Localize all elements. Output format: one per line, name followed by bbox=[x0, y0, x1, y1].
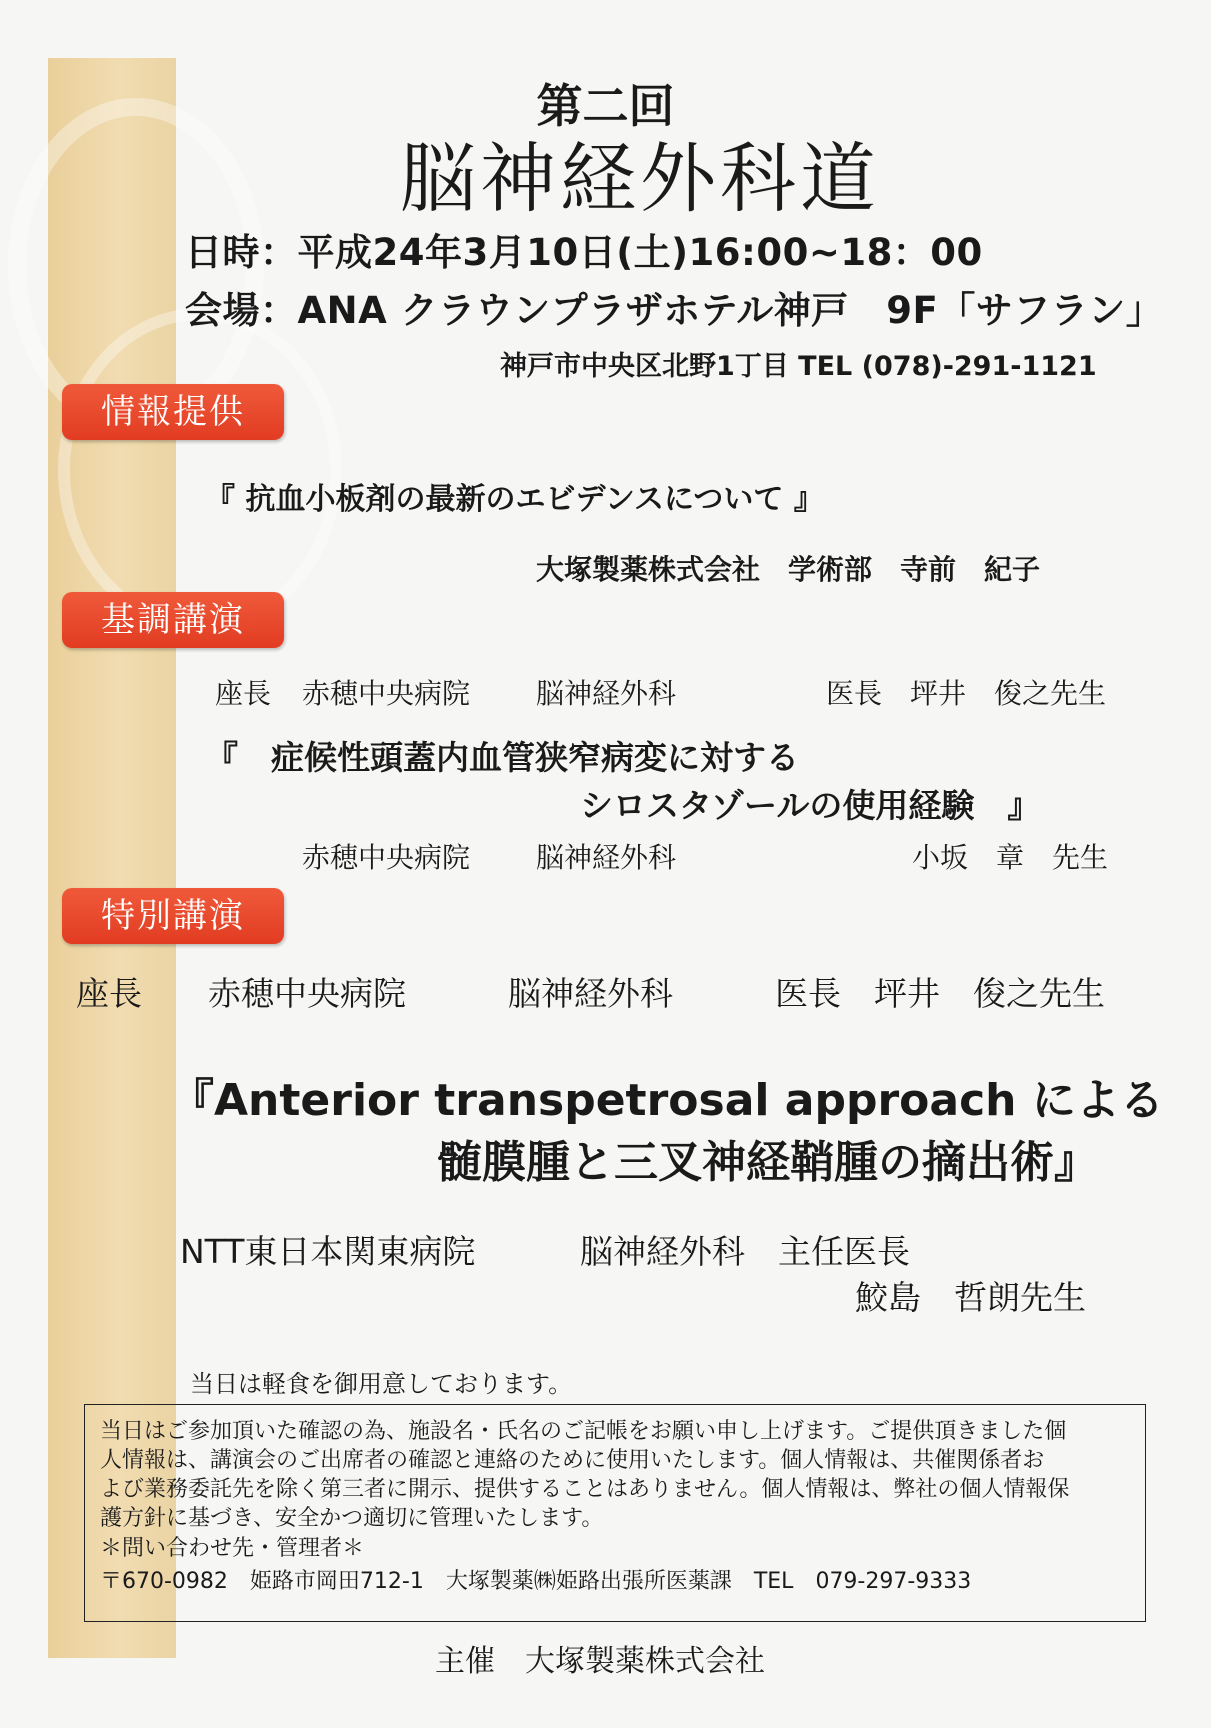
section-badge-keynote: 基調講演 bbox=[62, 592, 284, 648]
keynote-title-line2: シロスタゾールの使用経験 』 bbox=[580, 786, 1041, 825]
section-badge-info: 情報提供 bbox=[62, 384, 284, 440]
section-badge-special: 特別講演 bbox=[62, 888, 284, 944]
info-talk-title: 『 抗血小板剤の最新のエビデンスについて 』 bbox=[205, 482, 824, 517]
special-chair-label: 座長 bbox=[76, 974, 142, 1013]
keynote-speaker-dept: 脳神経外科 bbox=[536, 841, 677, 874]
special-speaker-dept: 脳神経外科 主任医長 bbox=[580, 1232, 910, 1271]
venue-address: 神戸市中央区北野1丁目 TEL (078)-291-1121 bbox=[500, 351, 1097, 382]
edition-label: 第二回 bbox=[536, 79, 675, 133]
keynote-title-line1: 『 症候性頭蓋内血管狭窄病変に対する bbox=[205, 738, 799, 777]
notice-line: 人情報は、講演会のご出席者の確認と連絡のために使用いたします。個人情報は、共催関係者お bbox=[100, 1448, 1045, 1473]
special-speaker-name: 鮫島 哲朗先生 bbox=[855, 1278, 1086, 1317]
keynote-chair-hospital: 赤穂中央病院 bbox=[302, 677, 471, 710]
keynote-speaker-hospital: 赤穂中央病院 bbox=[302, 841, 471, 874]
keynote-speaker-name: 小坂 章 先生 bbox=[912, 841, 1109, 874]
contact-line: 〒670-0982 姫路市岡田712-1 大塚製薬㈱姫路出張所医薬課 TEL 079-297-9333 bbox=[100, 1569, 972, 1594]
special-chair-name: 医長 坪井 俊之先生 bbox=[775, 974, 1105, 1013]
meal-note: 当日は軽食を御用意しております。 bbox=[190, 1370, 573, 1398]
host-organization: 主催 大塚製薬株式会社 bbox=[435, 1644, 765, 1679]
contact-heading: ＊問い合わせ先・管理者＊ bbox=[100, 1536, 365, 1561]
keynote-chair-dept: 脳神経外科 bbox=[536, 677, 677, 710]
special-chair-dept: 脳神経外科 bbox=[508, 974, 673, 1013]
notice-line: 当日はご参加頂いた確認の為、施設名・氏名のご記帳をお願い申し上げます。ご提供頂きました個 bbox=[100, 1419, 1067, 1444]
special-title-line1: 『Anterior transpetrosal approach による bbox=[170, 1075, 1164, 1126]
event-datetime: 日時：平成24年3月10日(土)16:00~18：00 bbox=[185, 231, 983, 274]
info-presenter: 大塚製薬株式会社 学術部 寺前 紀子 bbox=[536, 553, 1041, 586]
notice-line: よび業務委託先を除く第三者に開示、提供することはありません。個人情報は、弊社の個人情報保 bbox=[100, 1477, 1070, 1502]
special-speaker-hospital: NTT東日本関東病院 bbox=[180, 1232, 476, 1271]
special-chair-hospital: 赤穂中央病院 bbox=[208, 974, 406, 1013]
special-title-line2: 髄膜腫と三叉神経鞘腫の摘出術』 bbox=[438, 1137, 1098, 1188]
event-title: 脳神経外科道 bbox=[400, 134, 880, 223]
keynote-chair-name: 医長 坪井 俊之先生 bbox=[826, 677, 1107, 710]
event-venue: 会場：ANA クラウンプラザホテル神戸 9F「サフラン」 bbox=[185, 289, 1164, 332]
keynote-chair-label: 座長 bbox=[215, 677, 272, 710]
notice-line: 護方針に基づき、安全かつ適切に管理いたします。 bbox=[100, 1506, 604, 1531]
